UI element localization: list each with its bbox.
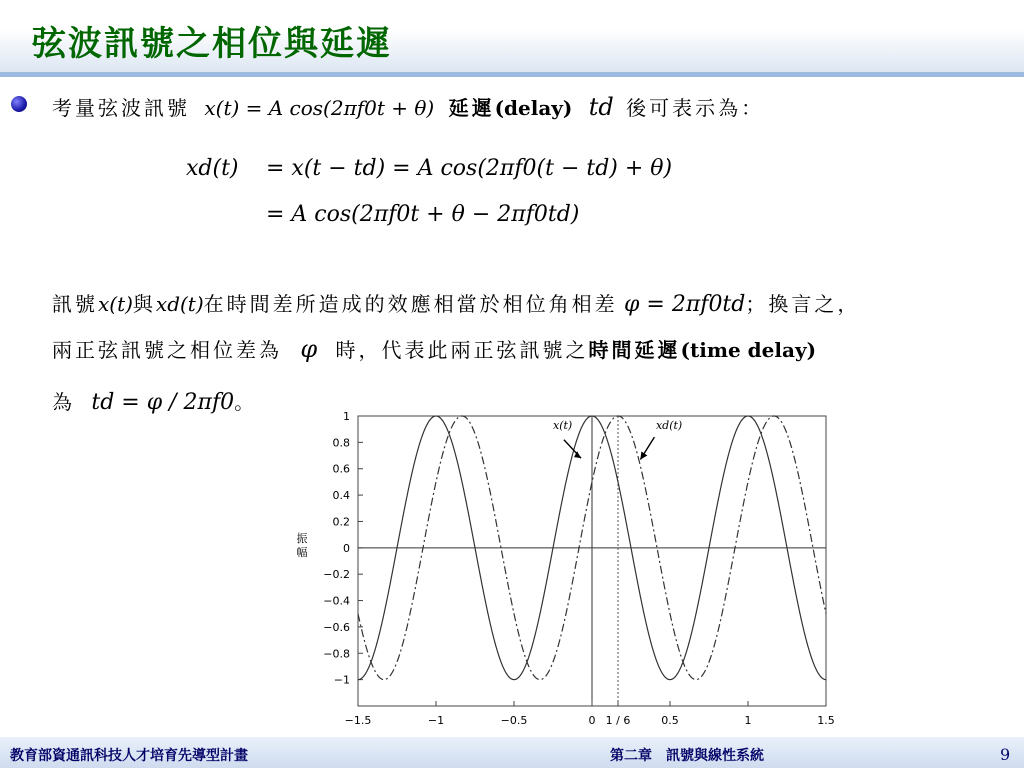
series-label-x: x(t) xyxy=(553,419,573,433)
slide-title: 弦波訊號之相位與延遲 xyxy=(32,24,392,64)
page-number: 9 xyxy=(1000,745,1011,764)
y-tick-label: −0.2 xyxy=(323,568,350,582)
paragraph-line2 xyxy=(52,334,816,363)
slide-footer xyxy=(0,737,1024,768)
paragraph-line1 xyxy=(52,288,860,317)
x-tick-label: 0.5 xyxy=(661,714,679,727)
equation-line2-rhs: = A cos(2πf0t + θ − 2πf0td) xyxy=(266,202,580,227)
delay-keyword: 延遲 xyxy=(448,96,495,120)
time-delay-keyword: 時間延遲 xyxy=(588,338,681,362)
para-text: 在時間差所造成的效應相當於相位角相差 xyxy=(203,292,618,316)
equation-line1-lhs: xd(t) xyxy=(186,156,239,181)
footer-program: 教育部資通訊科技人才培育先導型計畫 xyxy=(10,748,248,764)
phi-symbol: φ xyxy=(300,335,318,363)
phase-formula: φ = 2πf0td xyxy=(624,292,746,317)
bullet-suffix: 後可表示為： xyxy=(626,96,765,120)
para-text: 。 xyxy=(234,390,258,414)
td-symbol: td xyxy=(588,93,614,121)
x-tick-label: −0.5 xyxy=(500,714,528,727)
x-tick-label: −1.5 xyxy=(344,714,372,727)
slide-header xyxy=(0,0,1024,72)
para-xt: x(t) xyxy=(98,292,133,316)
x-tick-label: 0 xyxy=(588,714,596,727)
para-text: 為 xyxy=(52,390,75,414)
y-tick-label: 0.6 xyxy=(332,462,350,476)
y-axis-label: 振 xyxy=(296,531,308,545)
y-tick-label: 0.2 xyxy=(332,515,350,529)
series-label-xd: xd(t) xyxy=(655,419,683,433)
para-text: 訊號 xyxy=(52,292,98,316)
y-tick-label: −0.8 xyxy=(323,647,350,661)
x-tick-label: −1 xyxy=(427,714,445,727)
title-underline xyxy=(0,72,1024,77)
y-tick-label: −1 xyxy=(333,673,350,687)
time-delay-keyword-en: (time delay) xyxy=(680,338,817,362)
para-xdt: xd(t) xyxy=(155,292,204,316)
y-tick-label: 0.8 xyxy=(332,436,350,450)
y-tick-label: 0 xyxy=(343,541,350,555)
para-text: 兩正弦訊號之相位差為 xyxy=(52,338,282,362)
bullet-line xyxy=(52,92,764,121)
equation-line1-rhs: = x(t − td) = A cos(2πf0(t − td) + θ) xyxy=(266,156,673,181)
paragraph-line3 xyxy=(52,386,257,415)
delay-keyword-en: (delay) xyxy=(494,96,573,120)
x-tick-label: 1 / 6 xyxy=(605,714,631,727)
td-formula: td = φ / 2πf0 xyxy=(91,390,235,415)
y-tick-label: −0.4 xyxy=(323,594,350,608)
para-text: 時，代表此兩正弦訊號之 xyxy=(335,338,589,362)
y-axis-label: 幅 xyxy=(296,545,308,559)
y-tick-label: 1 xyxy=(343,410,350,423)
delay-waveform-chart xyxy=(286,410,846,732)
signal-formula: x(t) = A cos(2πf0t + θ) xyxy=(204,96,435,120)
bullet-icon xyxy=(11,96,27,112)
para-text: ；換言之， xyxy=(745,292,861,316)
y-tick-label: 0.4 xyxy=(332,489,350,503)
x-tick-label: 1 xyxy=(744,714,752,727)
para-text: 與 xyxy=(132,292,156,316)
y-tick-label: −0.6 xyxy=(323,620,350,634)
footer-chapter: 第二章 訊號與線性系統 xyxy=(610,748,764,764)
x-tick-label: 1.5 xyxy=(817,714,835,727)
bullet-prefix: 考量弦波訊號 xyxy=(52,96,190,120)
